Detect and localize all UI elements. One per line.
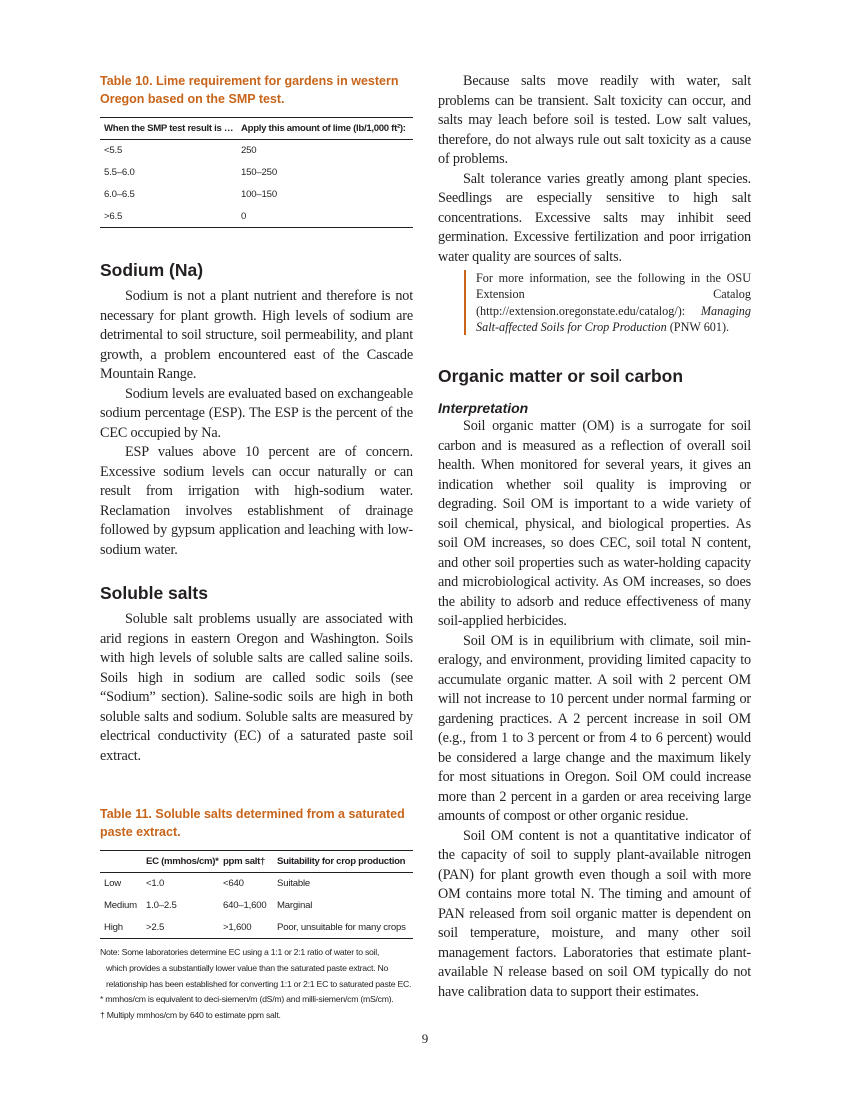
table-row: [100, 895, 413, 917]
table-row: [100, 162, 413, 184]
table-11-header-ec: EC (mmhos/cm)*: [142, 851, 219, 873]
table-cell: <1.0: [146, 878, 165, 890]
table-cell: <640: [223, 878, 244, 890]
organic-paragraph-3: Soil OM content is not a quantitative indicator of the capacity of soil to supply plant-available nitrogen (PAN) for plant growth even though a soil with more OM contains more total N. The timing and amount of PAN released from soil organic matter is dependent on soil temperature, moisture, and many other soil management factors. Laboratories that estimate plant-available N release based on soil OM typically do not have calibration data to support their estimates.: [438, 827, 751, 1000]
table-cell: 5.5–6.0: [104, 167, 135, 178]
table-cell: 150–250: [241, 167, 277, 178]
table-row: [100, 140, 413, 162]
table-10-header-lime: Apply this amount of lime (lb/1,000 ft²):: [237, 118, 413, 140]
table-cell: Medium: [104, 900, 137, 911]
table-11: [100, 850, 413, 939]
soluble-salts-heading: Soluble salts: [100, 583, 208, 603]
interpretation-subheading: Interpretation: [438, 400, 529, 417]
table-11-header-ppm: ppm salt†: [219, 851, 273, 873]
table-11-note-line: Note: Some laboratories determine EC using a 1:1 or 2:1 ratio of water to soil,: [100, 947, 380, 957]
table-cell: Poor, unsuitable for many crops: [273, 917, 413, 939]
table-cell: 250: [241, 145, 257, 157]
salts-continued-paragraph-1: Because salts move readily with water, salt problems can be transient. Salt toxicity can occur, and salts may leach before soil is tested. Low salt values, therefore, do not always rule out salt toxicity as a cause of problems.: [438, 73, 751, 167]
table-cell: 1.0–2.5: [146, 900, 177, 911]
table-11-footnote-ppm: † Multiply mmhos/cm by 640 to estimate ppm salt.: [100, 1010, 281, 1021]
organic-paragraph-1: Soil organic matter (OM) is a surrogate for soil carbon and is measured as a reflection of overall soil health. When monitored for several years, it gives an indication whether soil quality is improving or degrading. Soil OM is important to a wide variety of soil chemical, physical, and biological properties. As soil OM increases, so does CEC, soil total N content, and other soil properties such as water-holding capacity and microbiological activity. As OM increases, so does the ability to adsorb and reduce effectiveness of many soil-applied herbicides.: [438, 418, 751, 630]
salts-continued-paragraph-2: Salt tolerance varies greatly among plant species. Seedlings are especially sensitive to high salt concentrations. Excessive salts may inhibit seed germination. Excessive fertilization and poor irrigation water quality are sources of salts.: [438, 170, 751, 265]
table-cell: Marginal: [277, 900, 313, 911]
sodium-paragraph-2: Sodium levels are evaluated based on exchangeable sodium percentage (ESP). The ESP is the percent of the CEC occupied by Na.: [100, 385, 413, 441]
table-11-notes: [100, 945, 413, 1024]
sodium-paragraph-3: ESP values above 10 percent are of concern. Excessive sodium levels can occur naturally or can result from irrigation with high-sodium water. Reclamation involves establishment of drainage followed by gypsum application and leaching with low-sodium water.: [100, 444, 413, 558]
table-row: [100, 184, 413, 206]
table-10-header-smp: When the SMP test result is …: [100, 118, 237, 140]
sodium-heading: Sodium (Na): [100, 260, 204, 280]
table-cell: >6.5: [100, 206, 237, 228]
table-11-footnote-ec: * mmhos/cm is equivalent to deci-siemen/m (dS/m) and milli-siemen/cm (mS/cm).: [100, 994, 394, 1005]
table-11-header-blank: [100, 851, 142, 873]
table-cell: 640–1,600: [223, 900, 267, 911]
table-cell: High: [100, 917, 142, 939]
organic-paragraph-2: Soil OM is in equilibrium with climate, soil mineralogy, and environment, providing limited capacity to accumulate organic matter. A soil with 2 percent OM will not increase to 10 percent under normal farming or gardening practices. A 2 percent increase in soil OM (e.g., from 1 to 3 percent or from 4 to 6 percent) would be considered a large change and the maximum likely for most situations in Oregon. Soil OM could increase more than 2 percent in a garden or area receiving large amounts of compost or other organic residue.: [438, 632, 751, 825]
table-11-header-suitability: Suitability for crop production: [273, 851, 413, 873]
table-10: [100, 117, 413, 228]
more-info-callout: [464, 270, 751, 335]
right-column: [438, 72, 751, 1002]
table-row: [100, 206, 413, 228]
table-row: [100, 873, 413, 895]
table-11-note-line: which provides a substantially lower value than the saturated paste extract. No: [106, 962, 389, 973]
sodium-paragraph-1: Sodium is not a plant nutrient and therefore is not necessary for plant growth. High levels of sodium are detrimental to soil structure, soil permeability, and plant growth, a problem encountered east of the Cascade Mountain Range.: [100, 288, 413, 382]
table-row: [100, 917, 413, 939]
table-cell: >2.5: [142, 917, 219, 939]
table-11-title: Table 11. Soluble salts determined from a saturated paste extract.: [100, 807, 405, 839]
callout-publication-title: Managing Salt-affected Soils for Crop Production: [476, 303, 751, 334]
table-cell: Low: [104, 878, 121, 890]
table-cell: >1,600: [219, 917, 273, 939]
callout-publication-number: (PNW 601).: [669, 319, 730, 334]
callout-text: For more information, see the following in the OSU Extension Catalog (http://extension.oregonstate.edu/catalog/):: [476, 271, 751, 318]
soluble-salts-paragraph-1: Soluble salt problems usually are associated with arid regions in eastern Oregon and Washington. Soils with high levels of soluble salts are called saline soils. Soils high in sodium are called sodic soils (see “Sodium” section). Saline-sodic soils are high in both soluble salts and sodium. Soluble salts are measured by electrical conductivity (EC) of a saturated paste soil extract.: [100, 611, 413, 764]
table-11-note-line: relationship has been established for converting 1:1 or 2:1 EC to saturated paste EC.: [106, 978, 412, 989]
table-cell: 0: [237, 206, 413, 228]
table-cell: 6.0–6.5: [104, 189, 135, 200]
table-10-title: Table 10. Lime requirement for gardens in western Oregon based on the SMP test.: [100, 74, 399, 106]
left-column: [100, 72, 413, 1024]
organic-matter-heading: Organic matter or soil carbon: [438, 366, 684, 387]
table-cell: Suitable: [277, 878, 311, 890]
page-number: 9: [421, 1031, 429, 1046]
table-cell: 100–150: [241, 189, 277, 200]
table-cell: <5.5: [104, 145, 123, 157]
